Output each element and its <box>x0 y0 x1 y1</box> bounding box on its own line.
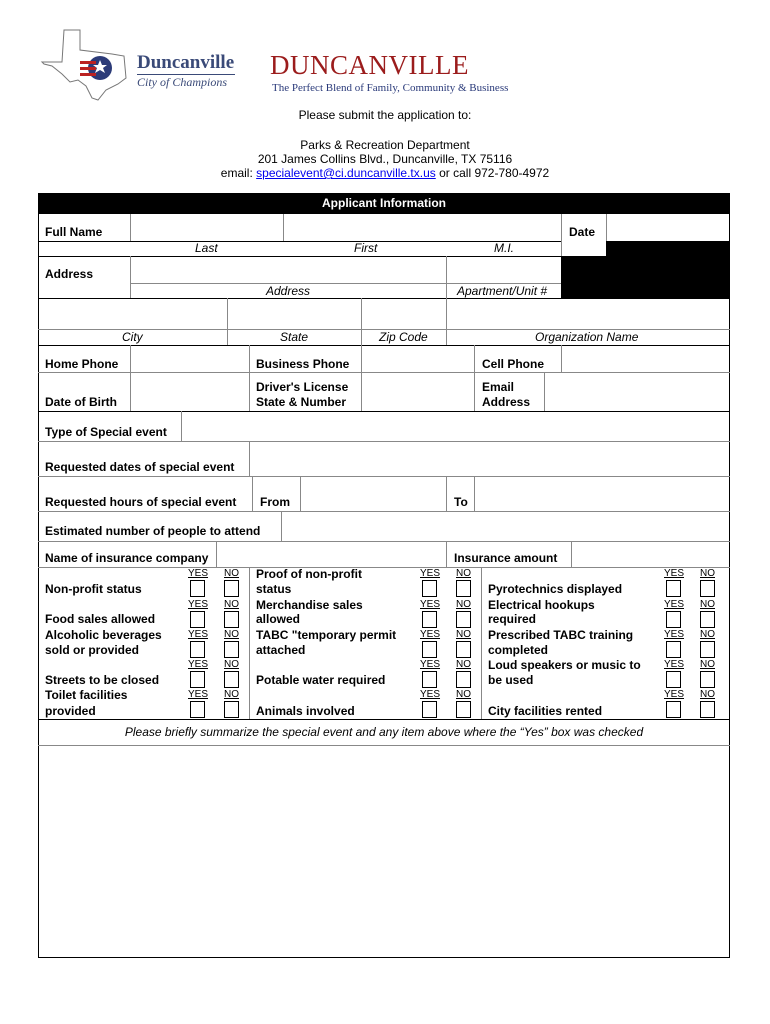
yes-label: YES <box>420 599 441 610</box>
proof-nonprofit-label-2: status <box>256 582 292 596</box>
summary-textarea[interactable] <box>39 746 729 957</box>
yes-label: YES <box>188 629 209 640</box>
state-caption: State <box>280 330 309 344</box>
no-label: NO <box>700 689 715 700</box>
no-checkbox-col2-r5[interactable] <box>456 701 471 718</box>
no-checkbox-col2-r1[interactable] <box>456 580 471 597</box>
email-prefix: email: <box>220 166 253 180</box>
yes-label: YES <box>664 568 685 579</box>
yes-checkbox-col2-r4[interactable] <box>422 671 437 688</box>
yes-label: YES <box>664 659 685 670</box>
no-label: NO <box>700 568 715 579</box>
merchandise-label-2: allowed <box>256 612 301 626</box>
drivers-license-label-2: State & Number <box>256 395 347 409</box>
yes-checkbox-col3-r4[interactable] <box>666 671 681 688</box>
from-label: From <box>260 495 290 509</box>
no-checkbox-col1-r4[interactable] <box>224 671 239 688</box>
merchandise-label-1: Merchandise sales <box>256 598 363 612</box>
no-checkbox-col3-r1[interactable] <box>700 580 715 597</box>
yes-checkbox-col1-r5[interactable] <box>190 701 205 718</box>
address-caption: Address <box>266 284 311 298</box>
home-phone-label: Home Phone <box>45 357 119 371</box>
no-checkbox-col1-r3[interactable] <box>224 641 239 658</box>
email-label-2: Address <box>482 395 531 409</box>
electrical-label-2: required <box>488 612 537 626</box>
city-facilities-label: City facilities rented <box>488 704 603 718</box>
mi-caption: M.I. <box>494 241 514 255</box>
date-label: Date <box>569 225 596 239</box>
toilet-label-1: Toilet facilities <box>45 688 128 702</box>
yes-checkbox-col2-r2[interactable] <box>422 611 437 628</box>
animals-label: Animals involved <box>256 704 355 718</box>
proof-nonprofit-label-1: Proof of non-profit <box>256 567 362 581</box>
texas-logo <box>40 28 140 103</box>
no-label: NO <box>456 568 471 579</box>
organization-caption: Organization Name <box>535 330 639 344</box>
submit-contact <box>0 166 770 180</box>
yes-checkbox-col2-r1[interactable] <box>422 580 437 597</box>
yes-checkbox-col1-r1[interactable] <box>190 580 205 597</box>
apartment-caption: Apartment/Unit # <box>457 284 548 298</box>
no-checkbox-col2-r3[interactable] <box>456 641 471 658</box>
streets-closed-label: Streets to be closed <box>45 673 160 687</box>
yes-label: YES <box>188 568 209 579</box>
last-name-caption: Last <box>195 241 218 255</box>
full-name-label: Full Name <box>45 225 103 239</box>
potable-water-label: Potable water required <box>256 673 386 687</box>
address-label: Address <box>45 267 94 281</box>
phone-text: or call 972-780-4972 <box>439 166 550 180</box>
loud-speakers-label-1: Loud speakers or music to <box>488 658 641 672</box>
tabc-training-label-1: Prescribed TABC training <box>488 628 634 642</box>
no-checkbox-col1-r2[interactable] <box>224 611 239 628</box>
city-title: DUNCANVILLE <box>270 50 469 80</box>
people-label: Estimated number of people to attend <box>45 524 261 538</box>
electrical-label-1: Electrical hookups <box>488 598 595 612</box>
no-label: NO <box>224 629 239 640</box>
yes-label: YES <box>664 629 685 640</box>
non-profit-label: Non-profit status <box>45 582 142 596</box>
email-link[interactable]: specialevent@ci.duncanville.tx.us <box>256 166 436 180</box>
no-label: NO <box>224 568 239 579</box>
submit-intro: Please submit the application to: <box>298 108 472 122</box>
no-label: NO <box>700 659 715 670</box>
submit-address: 201 James Collins Blvd., Duncanville, TX 75116 <box>257 152 513 166</box>
no-checkbox-col1-r5[interactable] <box>224 701 239 718</box>
yes-checkbox-col3-r5[interactable] <box>666 701 681 718</box>
yes-checkbox-col1-r2[interactable] <box>190 611 205 628</box>
no-label: NO <box>456 599 471 610</box>
no-label: NO <box>456 689 471 700</box>
yes-label: YES <box>664 599 685 610</box>
no-label: NO <box>224 689 239 700</box>
no-checkbox-col2-r2[interactable] <box>456 611 471 628</box>
email-label-1: Email <box>482 380 515 394</box>
yes-label: YES <box>188 689 209 700</box>
tabc-training-label-2: completed <box>488 643 549 657</box>
yes-label: YES <box>420 568 441 579</box>
yes-checkbox-col3-r2[interactable] <box>666 611 681 628</box>
no-label: NO <box>224 599 239 610</box>
pyrotechnics-label: Pyrotechnics displayed <box>488 582 623 596</box>
section-header: Applicant Information <box>38 193 730 214</box>
toilet-label-2: provided <box>45 704 96 718</box>
no-checkbox-col3-r4[interactable] <box>700 671 715 688</box>
tabc-permit-label-2: attached <box>256 643 306 657</box>
food-sales-label: Food sales allowed <box>45 612 156 626</box>
tabc-permit-label-1: TABC "temporary permit <box>256 628 397 642</box>
yes-label: YES <box>188 659 209 670</box>
no-checkbox-col3-r3[interactable] <box>700 641 715 658</box>
yes-checkbox-col3-r3[interactable] <box>666 641 681 658</box>
no-checkbox-col3-r2[interactable] <box>700 611 715 628</box>
no-label: NO <box>700 629 715 640</box>
yes-label: YES <box>420 629 441 640</box>
no-checkbox-col3-r5[interactable] <box>700 701 715 718</box>
yes-label: YES <box>664 689 685 700</box>
yes-checkbox-col1-r3[interactable] <box>190 641 205 658</box>
summary-prompt: Please briefly summarize the special event and any item above where the “Yes” box was checked <box>124 725 644 739</box>
zip-caption: Zip Code <box>379 330 428 344</box>
logo-name: Duncanville <box>137 52 235 73</box>
black-block-date-right <box>606 241 730 256</box>
yes-label: YES <box>420 689 441 700</box>
alcohol-label-2: sold or provided <box>45 643 140 657</box>
requested-hours-label: Requested hours of special event <box>45 495 237 509</box>
event-type-label: Type of Special event <box>45 425 167 439</box>
city-tagline: The Perfect Blend of Family, Community & Business <box>272 82 509 94</box>
no-label: NO <box>224 659 239 670</box>
first-name-caption: First <box>354 241 378 255</box>
insurance-amount-label: Insurance amount <box>454 551 558 565</box>
city-caption: City <box>122 330 143 344</box>
no-checkbox-col2-r4[interactable] <box>456 671 471 688</box>
yes-checkbox-col2-r3[interactable] <box>422 641 437 658</box>
black-block-right <box>561 256 730 298</box>
no-label: NO <box>700 599 715 610</box>
insurance-company-label: Name of insurance company <box>45 551 209 565</box>
business-phone-label: Business Phone <box>256 357 350 371</box>
cell-phone-label: Cell Phone <box>482 357 545 371</box>
submit-dept: Parks & Recreation Department <box>300 138 470 152</box>
no-label: NO <box>456 629 471 640</box>
logo-tagline: City of Champions <box>137 75 228 89</box>
loud-speakers-label-2: be used <box>488 673 534 687</box>
yes-checkbox-col1-r4[interactable] <box>190 671 205 688</box>
yes-checkbox-col3-r1[interactable] <box>666 580 681 597</box>
yes-label: YES <box>420 659 441 670</box>
no-checkbox-col1-r1[interactable] <box>224 580 239 597</box>
yes-checkbox-col2-r5[interactable] <box>422 701 437 718</box>
alcohol-label-1: Alcoholic beverages <box>45 628 162 642</box>
drivers-license-label-1: Driver's License <box>256 380 349 394</box>
dob-label: Date of Birth <box>45 395 117 409</box>
requested-dates-label: Requested dates of special event <box>45 460 235 474</box>
to-label: To <box>454 495 468 509</box>
yes-label: YES <box>188 599 209 610</box>
no-label: NO <box>456 659 471 670</box>
